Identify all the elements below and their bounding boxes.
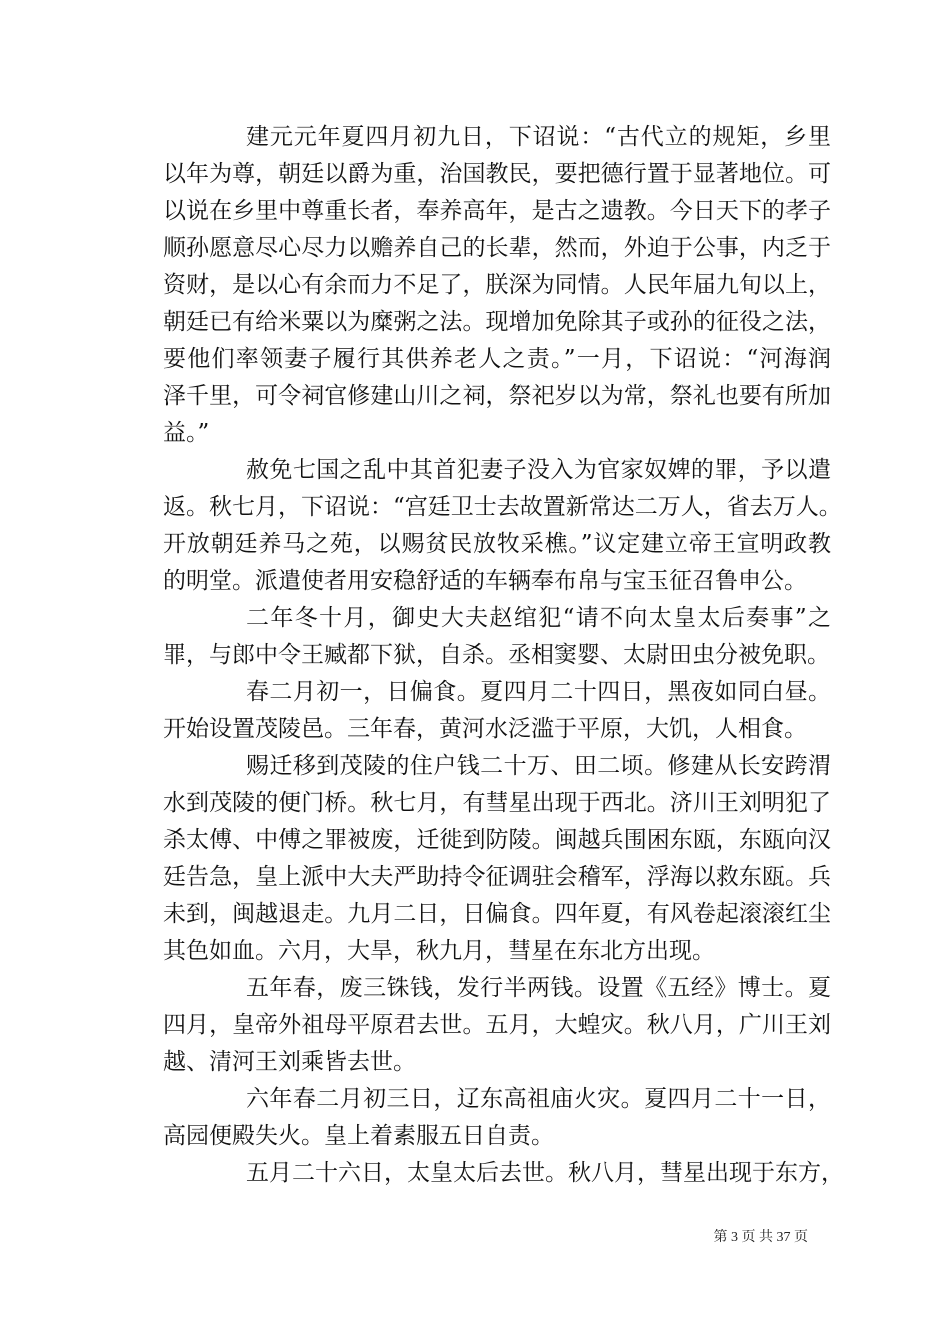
- text-line: 资财，是以心有余而力不足了，朕深为同情。人民年届九旬以上，: [163, 272, 831, 298]
- text-line: 赦免七国之乱中其首犯妻子没入为官家奴婢的罪，予以遣: [246, 457, 831, 483]
- page-number-footer: 第 3 页 共 37 页: [713, 1230, 808, 1245]
- text-line: 高园便殿失火。皇上着素服五日自责。: [163, 1123, 554, 1149]
- paragraph: [163, 600, 831, 674]
- paragraph: [163, 119, 831, 452]
- paragraph: [163, 970, 831, 1081]
- text-line: 春二月初一，日偏食。夏四月二十四日，黑夜如同白昼。: [246, 679, 831, 705]
- text-line: 六年春二月初三日，辽东高祖庙火灾。夏四月二十一日，: [246, 1086, 831, 1112]
- text-line: 朝廷已有给米粟以为糜粥之法。现增加免除其子或孙的征役之法，: [163, 309, 831, 335]
- paragraph: [163, 452, 842, 600]
- text-line: 廷告急，皇上派中大夫严助持令征调驻会稽军，浮海以救东瓯。兵: [163, 864, 831, 890]
- text-line: 赐迁移到茂陵的住户钱二十万、田二顷。修建从长安跨渭: [246, 753, 831, 779]
- text-line: 其色如血。六月，大旱，秋九月，彗星在东北方出现。: [163, 938, 715, 964]
- text-line: 四月，皇帝外祖母平原君去世。五月，大蝗灾。秋八月，广川王刘: [163, 1012, 831, 1038]
- text-line: 未到，闽越退走。九月二日，日偏食。四年夏，有风卷起滚滚红尘: [163, 901, 831, 927]
- text-line: 泽千里，可令祠官修建山川之祠，祭祀岁以为常，祭礼也要有所加: [163, 383, 831, 409]
- paragraph: [163, 1081, 831, 1155]
- text-line: 的明堂。派遣使者用安稳舒适的车辆奉布帛与宝玉征召鲁申公。: [163, 568, 807, 594]
- text-line: 建元元年夏四月初九日，下诏说：“古代立的规矩，乡里: [246, 124, 831, 150]
- text-line: 以年为尊，朝廷以爵为重，治国教民，要把德行置于显著地位。可: [163, 161, 831, 187]
- text-line: 五年春，废三铢钱，发行半两钱。设置《五经》博士。夏: [246, 975, 831, 1001]
- text-line: 越、清河王刘乘皆去世。: [163, 1049, 416, 1075]
- text-line: 益。”: [163, 420, 210, 446]
- paragraph: [163, 674, 831, 748]
- document-body: [163, 119, 844, 1192]
- text-line: 水到茂陵的便门桥。秋七月，有彗星出现于西北。济川王刘明犯了: [163, 790, 831, 816]
- text-line: 开放朝廷养马之苑，以赐贫民放牧采樵。”议定建立帝王宣明政教: [163, 531, 831, 557]
- text-line: 以说在乡里中尊重长者，奉养高年，是古之遗教。今日天下的孝子: [163, 198, 831, 224]
- text-line: 二年冬十月，御史大夫赵绾犯“请不向太皇太后奏事”之: [246, 605, 831, 631]
- text-line: 五月二十六日，太皇太后去世。秋八月，彗星出现于东方，: [246, 1160, 844, 1186]
- paragraph: [163, 1155, 844, 1192]
- paragraph: [163, 748, 831, 970]
- text-line: 返。秋七月，下诏说：“宫廷卫士去故置新常达二万人，省去万人。: [163, 494, 842, 520]
- text-line: 开始设置茂陵邑。三年春，黄河水泛滥于平原，大饥，人相食。: [163, 716, 807, 742]
- text-line: 杀太傅、中傅之罪被废，迁徙到防陵。闽越兵围困东瓯，东瓯向汉: [163, 827, 831, 853]
- text-line: 顺孙愿意尽心尽力以赡养自己的长辈，然而，外迫于公事，内乏于: [163, 235, 831, 261]
- text-line: 要他们率领妻子履行其供养老人之责。”一月，下诏说：“河海润: [163, 346, 831, 372]
- text-line: 罪，与郎中令王臧都下狱，自杀。丞相窦婴、太尉田虫分被免职。: [163, 642, 830, 668]
